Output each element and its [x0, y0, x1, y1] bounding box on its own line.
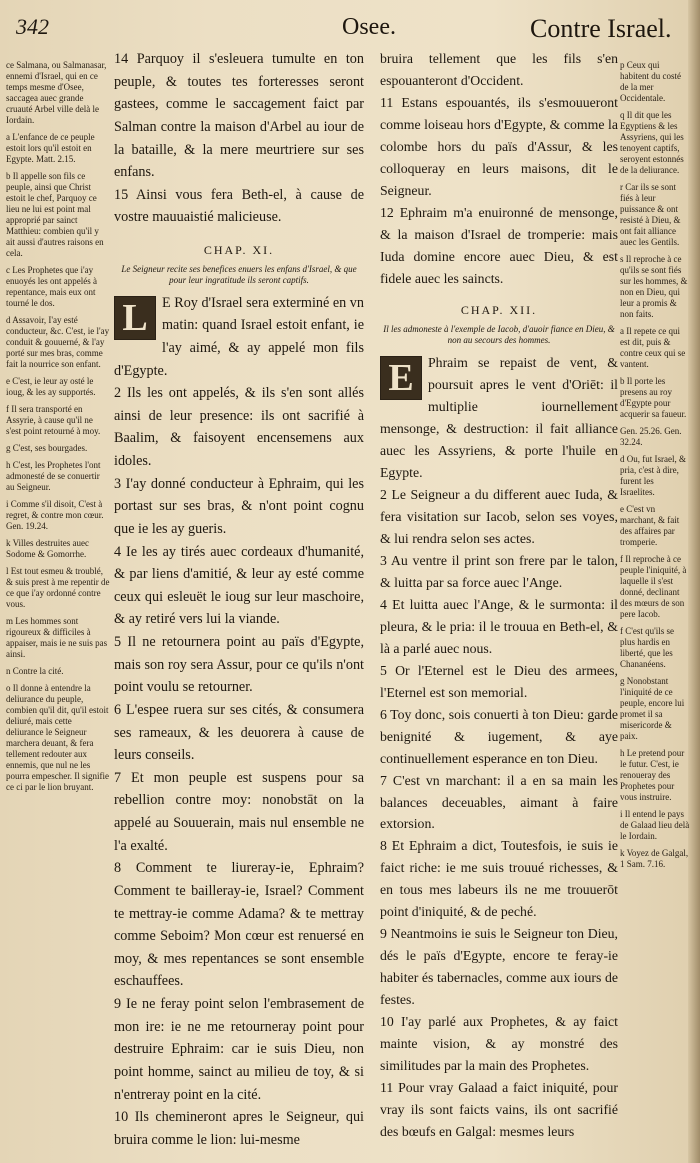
- margin-note: f Il reproche à ce peuple l'iniquité, à laquelle il s'est donné, declinant des mœurs de son pere Iacob.: [620, 554, 687, 619]
- chapter-heading: CHAP. XII.: [460, 302, 538, 317]
- verse: 15 Ainsi vous fera Beth-el, à cause de vostre mauuaistié malicieuse.: [114, 186, 364, 226]
- verse: 6 Toy donc, sois conuerti à ton Dieu: garde benignité & iugement, & aye continuellement esperance en ton Dieu.: [380, 706, 618, 766]
- margin-note: g C'est, ses bourgades.: [6, 443, 88, 453]
- running-head: Contre Israel.: [530, 14, 672, 43]
- margin-note: e C'est vn marchant, & fait des affaires par tromperie.: [620, 504, 680, 547]
- verse: 3 Au ventre il print son frere par le talon, & luitta par sa force auec l'Ange.: [380, 552, 618, 590]
- margin-note: d Assavoir, I'ay esté conducteur, &c. C'est, ie l'ay conduit & gouuerné, & l'ay porté sur mes bras, comme fait la nourrice son enfant.: [6, 315, 110, 369]
- chapter-summary: Le Seigneur recite ses benefices enuers les enfans d'Israel, & que pour leur ingratitude ils seront captifs.: [121, 263, 357, 285]
- left-margin-notes: [6, 60, 110, 799]
- verse: 9 Neantmoins ie suis le Seigneur ton Dieu, dés le païs d'Egypte, encore te feray-ie habiter és tabernacles, comme aux iours de festes.: [380, 926, 618, 1008]
- margin-note: l Est tout esmeu & troublé, & suis prest à me repentir de ce que i'ay ordonné contre vous.: [6, 566, 110, 609]
- verse: 9 Ie ne feray point selon l'embrasement de mon ire: ie ne me retourneray point pour destruire Ephraim: car ie suis Dieu, non point homme, sainct au milieu de toy, & si n'entreray point en la cité.: [114, 996, 364, 1103]
- left-text-column: [114, 48, 364, 1151]
- verse: bruira tellement que les fils s'en espouanteront d'Occident.: [380, 51, 618, 88]
- margin-note: e C'est, ie leur ay osté le ioug, & les ay supportés.: [6, 376, 96, 397]
- drop-cap: E: [380, 356, 422, 400]
- right-margin-notes: [620, 60, 690, 876]
- margin-note: g Nonobstant l'iniquité de ce peuple, encore lui promet il sa misericorde & paix.: [620, 676, 685, 741]
- verse: 2 Le Seigneur a du different auec Iuda, & fera visitation sur Iacob, selon ses voyes, & lui rendra selon ses actes.: [380, 486, 618, 546]
- margin-note: h C'est, les Prophetes l'ont admonesté de se conuertir au Seigneur.: [6, 460, 101, 492]
- verse: 10 I'ay parlé aux Prophetes, & ay faict mainte vision, & ay monstré des similitudes par la main des Prophetes.: [380, 1014, 618, 1074]
- page-header: [0, 0, 700, 48]
- verse: 8 Et Ephraim a dict, Toutesfois, ie suis ie faict riche: ie me suis trouué richesses, & en tous mes labeurs ils ne me trouuerōt point d'iniquité, & de peché.: [380, 838, 618, 920]
- margin-note: c Les Prophetes que i'ay enuoyés les ont appelés à repentance, mais eux ont tourné le dos.: [6, 265, 97, 308]
- verse: [114, 292, 364, 383]
- verse-text: E Roy d'Israel sera exterminé en vn matin: quand Israel estoit enfant, ie l'ay aimé, & ay appelé mon fils d'Egypte.: [114, 294, 364, 379]
- verse: 10 Ils chemineront apres le Seigneur, qui bruira comme le lion: lui-mesme: [114, 1109, 364, 1148]
- margin-note: a L'enfance de ce peuple estoit lors qu'il estoit en Egypte. Matt. 2.15.: [6, 132, 95, 164]
- verse: 8 Comment te liureray-ie, Ephraim? Comment te bailleray-ie, Israel? Comment te mettray-ie comme Adama? & te mettray comme Seboim? Mon cœur est renuersé en moy, & mes repentances se sont ensemble eschauffees.: [114, 860, 364, 990]
- margin-note: k Villes destruites auec Sodome & Gomorrhe.: [6, 538, 90, 559]
- margin-note: r Car ils se sont fiés à leur puissance & ont resisté à Dieu, & ont fait alliance auec les Gentils.: [620, 182, 681, 247]
- margin-note: Gen. 25.26. Gen. 32.24.: [620, 426, 682, 447]
- margin-note: o Il donne à entendre la deliurance du peuple, combien qu'il dit, qu'il estoit deliuré, mais cette deliurance le Seigneur marchera deuant, & fera tellement redouter aux ennemis, que nul ne les pourra empescher. Il signifie ce ci par le lion bruyant.: [6, 683, 109, 792]
- verse: 12 Ephraim m'a enuironné de mensonge, & la maison d'Israel de tromperie: mais Iuda domine encore auec Dieu, & est fidele auec les saincts.: [380, 204, 618, 286]
- margin-note: a Il repete ce qui est dit, puis & contre ceux qui se vantent.: [620, 326, 686, 369]
- margin-note: i Il entend le pays de Galaad lieu delà le Iordain.: [620, 809, 690, 841]
- drop-cap: L: [114, 296, 156, 340]
- verse: [380, 352, 618, 484]
- right-text-column: [380, 48, 618, 1143]
- margin-note: q Il dit que les Egyptiens & les Assyriens, qui les tenoyent captifs, seroyent estonnés de la deliurance.: [620, 110, 684, 175]
- margin-note: s Il reproche à ce qu'ils se sont fiés sur les hommes, & non en Dieu, qui leur a promis & non faits.: [620, 254, 688, 319]
- margin-note: k Voyez de Galgal, 1 Sam. 7.16.: [620, 848, 689, 869]
- margin-note: n Contre la cité.: [6, 666, 64, 676]
- chapter-summary: Il les admoneste à l'exemple de Iacob, d'auoir fiance en Dieu, & non au secours des hommes.: [383, 323, 615, 345]
- margin-note: d Ou, fut Israel, & pria, c'est à dire, furent les Israelites.: [620, 454, 686, 497]
- margin-note: i Comme s'il disoit, C'est à regret, & contre mon cœur. Gen. 19.24.: [6, 499, 104, 531]
- margin-note: f C'est qu'ils se plus hardis en liberté, que les Chananéens.: [620, 626, 674, 669]
- verse: 14 Parquoy il s'esleuera tumulte en ton peuple, & toutes tes forteresses seront gastees, comme le saccagement faict par Salman contre la maison d'Arbel au iour de la bataille, & la mere meurtriere sur ses enfans.: [114, 51, 364, 181]
- margin-note: ce Salmana, ou Salmanasar, ennemi d'Israel, qui en ce temps mesme d'Osee, saccagea auec grande cruauté Arbel ville delà le Iordain.: [6, 60, 107, 125]
- verse: 5 Il ne retournera point au païs d'Egypte, mais son roy sera Assur, pour ce qu'ils n'ont point voulu se retourner.: [114, 634, 364, 696]
- page-number: 342: [16, 14, 49, 39]
- verse: 2 Ils les ont appelés, & ils s'en sont allés ainsi de leur presence: ils ont sacrifié à Baalim, & faisoyent encensemens aux idoles.: [114, 385, 364, 469]
- verse: 7 Et mon peuple est suspens pour sa rebellion contre moy: nonobstāt on la appelé au Souuerain, mais nul ensemble ne l'a exalté.: [114, 769, 364, 854]
- verse: 11 Estans espouantés, ils s'esmouueront comme loiseau hors d'Egypte, & comme la colombe hors du païs d'Assur, & les colloqueray en leurs maisons, dit le Seigneur.: [380, 94, 618, 198]
- chapter-heading: CHAP. XI.: [203, 243, 275, 257]
- verse: 4 Et luitta auec l'Ange, & le surmonta: il pleura, & le pria: il le trouua en Beth-el, & là a parlé auec nous.: [380, 596, 618, 656]
- verse: 4 Ie les ay tirés auec cordeaux d'humanité, & par liens d'amitié, & leur ay esté comme ceux qui esleuët le ioug sur leur maschoire, & ay retiré vers lui la viande.: [114, 543, 364, 628]
- verse: 3 I'ay donné conducteur à Ephraim, qui les portast sur ses bras, & n'ont point cognu que ie les ay gueris.: [114, 475, 364, 537]
- verse: 5 Or l'Eternel est le Dieu des armees, l'Eternel est son memorial.: [380, 662, 618, 700]
- book-title: Osee.: [342, 14, 396, 40]
- verse: 11 Pour vray Galaad a faict iniquité, pour vray ils sont faicts vains, ils ont sacrifié des bœufs en Galgal: mesmes leurs: [380, 1080, 618, 1140]
- margin-note: h Le pretend pour le futur. C'est, ie renoueray des Prophetes pour vous instruire.: [620, 748, 685, 802]
- margin-note: f Il sera transporté en Assyrie, à cause qu'il ne s'est point retourné à moy.: [6, 404, 101, 436]
- verse: 6 L'espee ruera sur ses cités, & consumera ses rameaux, & les deuorera à cause de leurs conseils.: [114, 701, 364, 764]
- margin-note: p Ceux qui habitent du costé de la mer Occidentale.: [620, 60, 681, 103]
- verse: 7 C'est vn marchant: il a en sa main les balances deceuables, aimant à faire extorsion.: [380, 772, 618, 832]
- margin-note: b Il appelle son fils ce peuple, ainsi que Christ estoit le chef, Parquoy ce lieu ne lui est point mal approprié par sainct Matthieu: combien qu'il y ait aussi d'autres raisons en cela.: [6, 171, 104, 258]
- margin-note: m Les hommes sont rigoureux & difficiles à appaiser, mais ie ne suis pas ainsi.: [6, 616, 108, 659]
- margin-note: b Il porte les presens au roy d'Egypte pour acquerir sa faueur.: [620, 376, 687, 419]
- verse-text: Phraim se repaist de vent, & poursuit apres le vent d'Oriēt: il multiplie iournellement mensonge, & destruction: il fait alliance auec les Assyriens, & porte l'huile en Egypte.: [380, 354, 618, 480]
